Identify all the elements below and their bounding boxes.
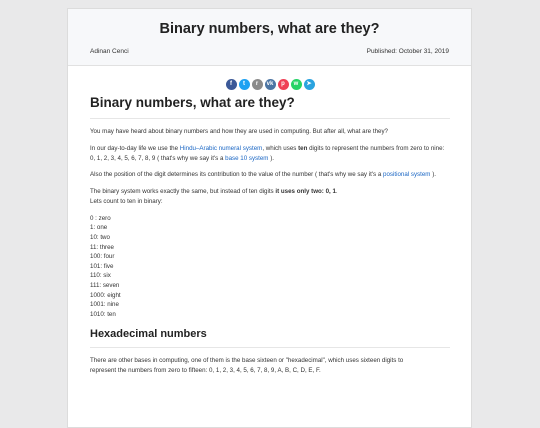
list-item: 1001: nine	[90, 301, 119, 309]
article-content	[90, 95, 450, 376]
list-item: 110: six	[90, 272, 111, 280]
list-item: 1010: ten	[90, 310, 116, 318]
page-header	[68, 9, 471, 66]
section-title-hexadecimal: Hexadecimal numbers	[90, 328, 450, 348]
share-bar	[0, 76, 540, 90]
list-item: 11: three	[90, 243, 114, 251]
telegram-share-icon[interactable]: ➤	[304, 79, 315, 90]
list-item: 111: seven	[90, 281, 120, 289]
paragraph-numeral-system: In our day-to-day life we use the Hindu–Arabic numeral system, which uses ten digits to represent the numbers from zero to nine: 0, 1, 2, 3, 4, 5, 6, 7, 8, 9 ( that's why we say it's a base 10 system ).	[90, 144, 445, 162]
paragraph-binary: The binary system works exactly the same, but instead of ten digits it uses only two: 0, 1. Lets count to ten in binary:	[90, 188, 338, 205]
article-title: Binary numbers, what are they?	[90, 95, 450, 119]
twitter-share-icon[interactable]: t	[239, 79, 250, 90]
binary-count-list	[90, 214, 450, 320]
list-item: 100: four	[90, 253, 115, 261]
facebook-share-icon[interactable]: f	[226, 79, 237, 90]
vk-share-icon[interactable]: vk	[265, 79, 276, 90]
reddit-share-icon[interactable]: r	[252, 79, 263, 90]
list-item: 1: one	[90, 224, 108, 232]
whatsapp-share-icon[interactable]: w	[291, 79, 302, 90]
page-title: Binary numbers, what are they?	[159, 21, 380, 37]
paragraph-positional: Also the position of the digit determines its contribution to the value of the number ( that's why we say it's a positional system ).	[90, 171, 436, 179]
list-item: 101: five	[90, 262, 114, 270]
list-item: 1000: eight	[90, 291, 121, 299]
pocket-share-icon[interactable]: p	[278, 79, 289, 90]
list-item: 10: two	[90, 233, 110, 241]
published-date: Published: October 31, 2019	[366, 48, 449, 55]
list-item: 0 : zero	[90, 214, 111, 222]
positional-system-link[interactable]: positional system	[383, 171, 431, 179]
hindu-arabic-link[interactable]: Hindu–Arabic numeral system	[179, 144, 263, 152]
paragraph-hexadecimal: There are other bases in computing, one of them is the base sixteen or "hexadecimal", which uses sixteen digits to represent the numbers from zero to fifteen: 0, 1, 2, 3, 4, 5, 6, 7, 8, 9, A, B, C, D, E, F.	[90, 357, 404, 375]
intro-paragraph: You may have heard about binary numbers and how they are used in computing. But after all, what are they?	[90, 128, 388, 135]
author-name[interactable]: Adinan Cenci	[90, 48, 129, 55]
base-10-link[interactable]: base 10 system	[225, 154, 269, 162]
